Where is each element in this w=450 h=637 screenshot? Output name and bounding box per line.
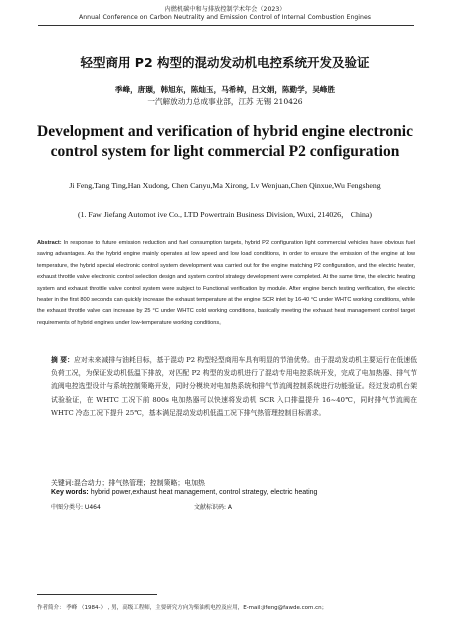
chinese-keywords: 关键词:混合动力；排气热管理；控制策略；电加热 — [51, 479, 205, 487]
keywords-label: Key words: — [51, 489, 89, 496]
cn-abstract-text: 应对未来减排与油耗目标，基于混动 P2 构型轻型商用车具有明显的节油优势。由于混动发动机主要运行在低速低负荷工况，为保证发动机低温下排放，对匹配 P2 构型的发动机进行了混动专用电控系统开发，完成了电加热器、排气节流阀电控选型设计与系统控制策略开发，同时分模块对电加热系统和排气节流阀控制系统进行功能验证。经过发动机台架试验验证，在 WHTC 工况下前 800s 电加热器可以快速将发动机 SCR 入口排温提升 16~40℃，同时排气节流阀在 WHTC 冷态工况下提升 25℃，基本满足混动发动机低温工况下排气热管理控制目标需求。 — [51, 356, 417, 417]
english-abstract — [37, 238, 415, 329]
keywords-text: hybrid power,exhaust heat management, control strategy, electric heating — [90, 489, 318, 496]
header-divider — [38, 25, 414, 26]
document-code: 文献标识码: A — [194, 504, 233, 511]
cn-abstract-label: 摘 要： — [51, 356, 75, 364]
chinese-abstract — [51, 354, 417, 420]
author-footnote: 作者简介： 季峰 （1984-） , 男，高级工程师，主要研究方向为柴油机电控及应用，E-mail:jifeng@fawde.com.cn； — [37, 605, 328, 611]
chinese-affiliation: 一汽解放动力总成事业部，江苏 无锡 210426 — [147, 97, 303, 106]
chinese-authors: 季峰，唐颋，韩旭东，陈灿玉，马希棹，吕文娟，陈勤学，吴峰胜 — [114, 85, 336, 94]
header-cn: 内燃机碳中和与排放控制学术年会（2023） — [164, 6, 286, 13]
english-title: Development and verification of hybrid engine electronic control system for light commercial P2 configuration — [37, 123, 413, 160]
clc-number: 中图分类号: U464 — [51, 504, 101, 511]
header-en: Annual Conference on Carbon Neutrality and Emission Control of Internal Combustion Engines — [79, 14, 371, 21]
english-keywords — [51, 489, 417, 496]
footnote-divider — [37, 594, 157, 595]
abstract-label: Abstract: — [37, 240, 62, 246]
chinese-title: 轻型商用 P2 构型的混动发动机电控系统开发及验证 — [80, 55, 370, 70]
running-header — [0, 6, 450, 22]
english-authors: Ji Feng,Tang Ting,Han Xudong, Chen Canyu,Ma Xirong, Lv Wenjuan,Chen Qinxue,Wu Fengsheng — [69, 181, 381, 190]
abstract-text: In response to future emission reduction and fuel consumption targets, hybrid P2 configuration light commercial vehicles have obvious fuel saving advantages. As the hybrid engine mainly operates at low speed and low load conditions, in order to ensure the emission of the engine at low temperature, the hybrid special electronic control system development was carried out for the engine matching P2 configuration, and the electric heater, exhaust throttle valve electronic control selection design and system control strategy development were completed. At the same time, the electric heating system and exhaust throttle valve control system were subject to Functional verification by module. After engine bench testing verification, the electric heater in the first 800 seconds can quickly increase the exhaust temperature at the engine SCR inlet by 16-40 °C under WHTC working conditions, while the exhaust throttle valve can increase by 25 °C under WHTC cold working conditions, basically meeting the exhaust heat management control target requirements of hybrid engines under low-temperature working conditions。 — [37, 240, 415, 326]
english-affiliation: (1. Faw Jiefang Automot ive Co., LTD Powertrain Business Division, Wuxi, 214026， China) — [77, 210, 372, 219]
classification-line — [51, 502, 417, 511]
